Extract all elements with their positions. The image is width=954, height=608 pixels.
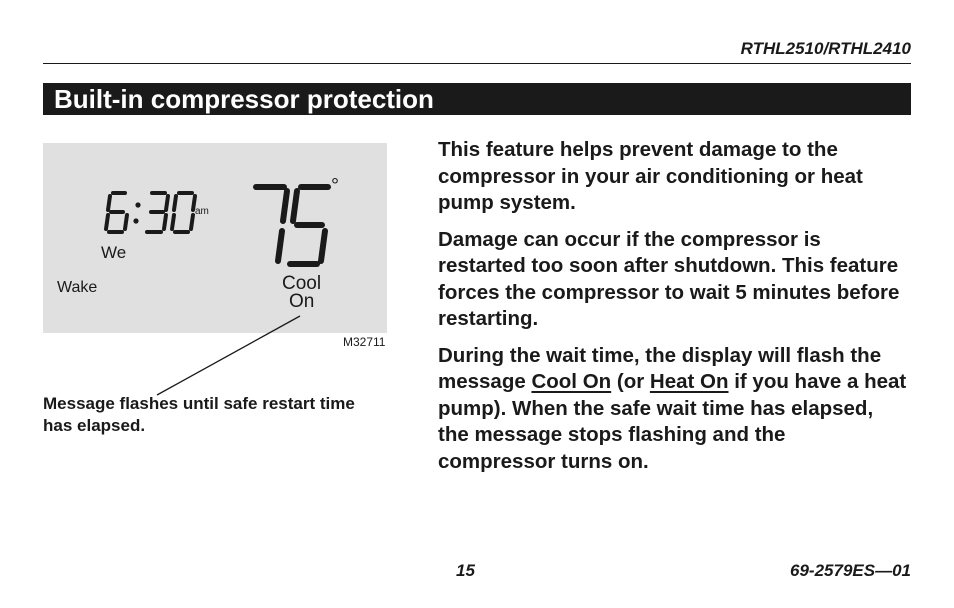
paragraph-3-part-b: (or: [611, 370, 650, 393]
paragraph-3-part-a: During the wait time, the display will flash the message: [438, 343, 882, 393]
paragraph-2: Damage can occur if the compressor is restarted too soon after shutdown. This feature forces the compressor to wait 5 minutes before restarting.: [438, 227, 900, 330]
page-number: 15: [456, 561, 475, 580]
paragraph-3: [438, 343, 908, 476]
body-text: [438, 137, 908, 485]
degree-symbol: °: [331, 175, 339, 197]
day-indicator: We: [101, 243, 127, 262]
period-indicator: Wake: [57, 279, 98, 296]
mode-indicator-line1: Cool: [282, 273, 322, 294]
heat-on-message: Heat On: [649, 370, 729, 393]
model-number: RTHL2510/RTHL2410: [740, 39, 911, 58]
paragraph-1: This feature helps prevent damage to the compressor in your air conditioning or heat pump system.: [438, 138, 863, 214]
mode-indicator-line2: On: [289, 291, 315, 312]
cool-on-message: Cool On: [531, 370, 612, 393]
am-pm-indicator: am: [195, 206, 209, 217]
figure-code: M32711: [343, 335, 386, 349]
paragraph-3-part-c: if you have a heat pump). When the safe wait time has elapsed, the message stops flashing and the compressor turns on.: [438, 370, 907, 473]
document-number: 69-2579ES—01: [790, 561, 911, 580]
section-title: Built-in compressor protection: [54, 84, 434, 114]
figure-caption: Message flashes until safe restart time has elapsed.: [43, 394, 355, 435]
